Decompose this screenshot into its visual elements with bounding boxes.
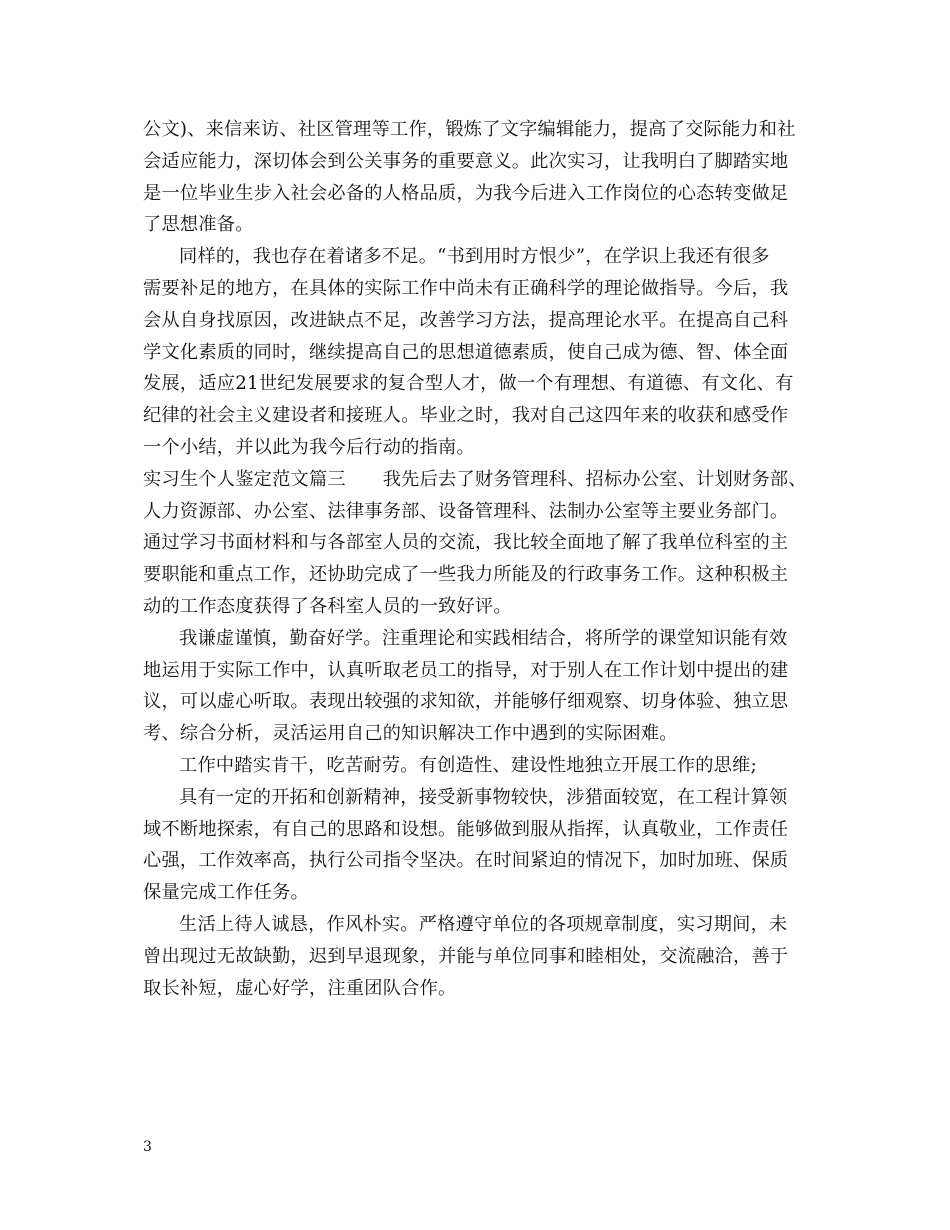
text-line: 动的工作态度获得了各科室人员的一致好评。 <box>143 595 512 617</box>
text-line: 学文化素质的同时，继续提高自己的思想道德素质，使自己成为德、智、体全面 <box>143 341 789 363</box>
text-line: 心强，工作效率高，执行公司指令坚决。在时间紧迫的情况下，加时加班、保质 <box>143 850 789 872</box>
paragraph-first-line: 同样的，我也存在着诸多不足。“书到用时方恨少”，在学识上我还有很多 <box>179 246 770 268</box>
paragraph-first-line: 我谦虚谨慎，勤奋好学。注重理论和实践相结合，将所学的课堂知识能有效 <box>179 627 788 649</box>
text-line: 议，可以虚心听取。表现出较强的求知欲，并能够仔细观察、切身体验、独立思 <box>143 691 789 713</box>
text-line: 是一位毕业生步入社会必备的人格品质，为我今后进入工作岗位的心态转变做足 <box>143 182 789 204</box>
paragraph-first-line: 工作中踏实肯干，吃苦耐劳。有创造性、建设性地独立开展工作的思维; <box>179 754 757 776</box>
page-number: 3 <box>143 1139 152 1155</box>
text-line: 发展，适应21世纪发展要求的复合型人才，做一个有理想、有道德、有文化、有 <box>143 373 794 395</box>
text-line: 地运用于实际工作中，认真听取老员工的指导，对于别人在工作计划中提出的建 <box>143 659 789 681</box>
text-line: 曾出现过无故缺勤，迟到早退现象，并能与单位同事和睦相处，交流融洽，善于 <box>143 945 789 967</box>
section-heading-line: 实习生个人鉴定范文篇三 我先后去了财务管理科、招标办公室、计划财务部、 <box>143 468 807 490</box>
text-line: 域不断地探索，有自己的思路和设想。能够做到服从指挥，认真敬业，工作责任 <box>143 818 789 840</box>
text-line: 考、综合分析，灵活运用自己的知识解决工作中遇到的实际困难。 <box>143 723 678 745</box>
text-line: 通过学习书面材料和与各部室人员的交流，我比较全面地了解了我单位科室的主 <box>143 532 789 554</box>
text-line: 了思想准备。 <box>143 214 254 236</box>
text-line: 纪律的社会主义建设者和接班人。毕业之时，我对自己这四年来的收获和感受作 <box>143 405 789 427</box>
text-line: 一个小结，并以此为我今后行动的指南。 <box>143 436 475 458</box>
text-line: 取长补短，虚心好学，注重团队合作。 <box>143 977 457 999</box>
text-line: 要职能和重点工作，还协助完成了一些我力所能及的行政事务工作。这种积极主 <box>143 564 789 586</box>
paragraph-first-line: 具有一定的开拓和创新精神，接受新事物较快，涉猎面较宽，在工程计算领 <box>179 786 788 808</box>
text-line: 会适应能力，深切体会到公关事务的重要意义。此次实习，让我明白了脚踏实地 <box>143 150 789 172</box>
text-line: 保量完成工作任务。 <box>143 882 309 904</box>
paragraph-first-line: 生活上待人诚恳，作风朴实。严格遵守单位的各项规章制度，实习期间，未 <box>179 913 788 935</box>
text-line: 公文)、来信来访、社区管理等工作，锻炼了文字编辑能力，提高了交际能力和社 <box>143 119 796 140</box>
body-text <box>143 114 813 1004</box>
text-line: 会从自身找原因，改进缺点不足，改善学习方法，提高理论水平。在提高自己科 <box>143 309 789 331</box>
text-line: 人力资源部、办公室、法律事务部、设备管理科、法制办公室等主要业务部门。 <box>143 500 789 522</box>
text-line: 需要补足的地方，在具体的实际工作中尚未有正确科学的理论做指导。今后，我 <box>143 277 789 299</box>
